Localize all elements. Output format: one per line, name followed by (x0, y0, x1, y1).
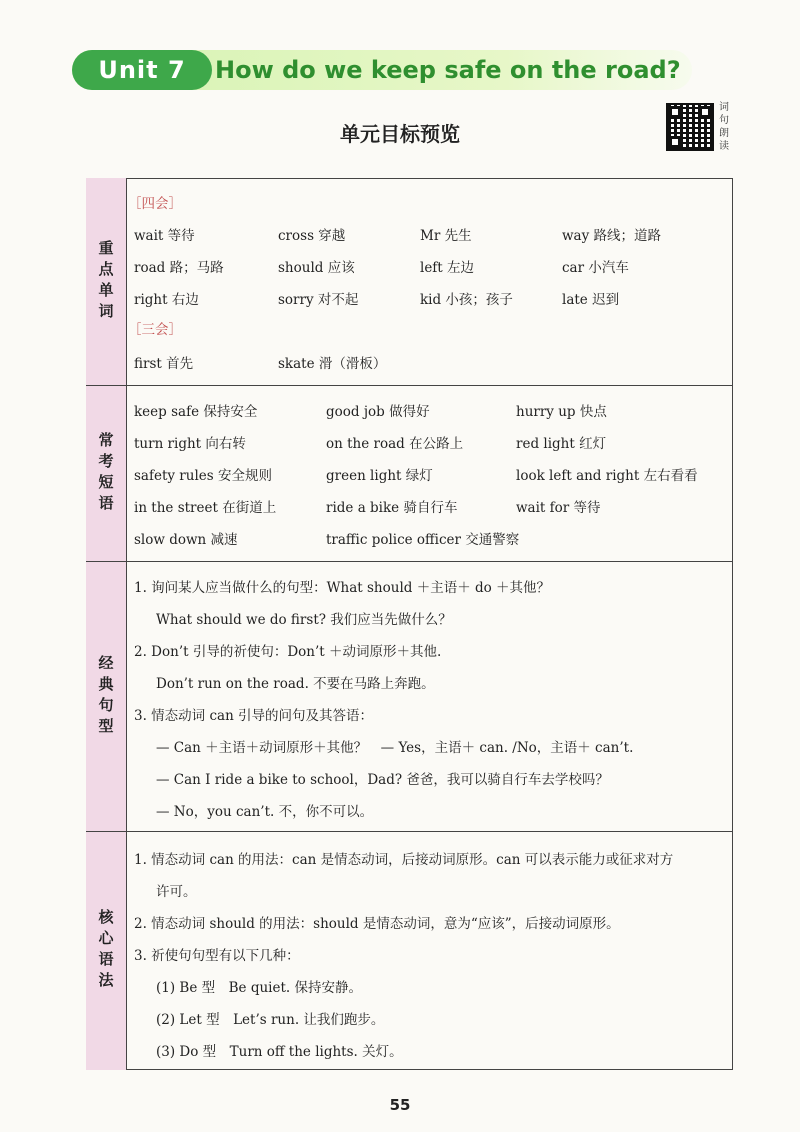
sentence-line: — Can I ride a bike to school，Dad? 爸爸，我可以骑自行车去学校吗？ (156, 772, 609, 788)
vocab-word: way 路线；道路 (562, 228, 662, 244)
vocab-word: sorry 对不起 (278, 292, 359, 308)
phrase: keep safe 保持安全 (134, 404, 258, 420)
phrases-label: 常考短语 (96, 431, 115, 516)
grammar-line: 2. 情态动词 should 的用法：should 是情态动词，意为“应该”，后接动词原形。 (134, 916, 620, 932)
grammar-line: 许可。 (156, 884, 197, 900)
phrase: in the street 在街道上 (134, 500, 277, 516)
sentence-line: — No，you can’t. 不，你不可以。 (156, 804, 374, 820)
phrase: wait for 等待 (516, 500, 601, 516)
vocab-word: right 右边 (134, 292, 199, 308)
vocab-word: wait 等待 (134, 228, 195, 244)
sentences-label: 经典句型 (96, 654, 115, 739)
vocab-word: road 路；马路 (134, 260, 224, 276)
sentence-line: Don’t run on the road. 不要在马路上奔跑。 (156, 676, 435, 692)
unit-label: Unit 7 (72, 50, 212, 90)
sentence-line: 3. 情态动词 can 引导的问句及其答语： (134, 708, 374, 724)
vocab-word: late 迟到 (562, 292, 620, 308)
unit-title: How do we keep safe on the road? (215, 56, 681, 84)
grammar-line: (1) Be 型 Be quiet. 保持安静。 (156, 980, 362, 996)
qr-code-icon[interactable] (666, 103, 714, 151)
tag-four: ［四会］ (128, 196, 182, 212)
page-number: 55 (389, 1096, 411, 1114)
section-title: 单元目标预览 (340, 122, 460, 146)
tag-three: ［三会］ (128, 322, 182, 338)
phrase: hurry up 快点 (516, 404, 607, 420)
vocab-section (86, 178, 733, 386)
vocab-word: left 左边 (420, 260, 475, 276)
phrase: safety rules 安全规则 (134, 468, 272, 484)
grammar-label-cell (86, 832, 127, 1070)
sentence-line: 2. Don’t 引导的祈使句：Don’t ＋动词原形＋其他. (134, 644, 442, 660)
vocab-word: should 应该 (278, 260, 355, 276)
grammar-line: (2) Let 型 Let’s run. 让我们跑步。 (156, 1012, 385, 1028)
vocab-word: skate 滑（滑板） (278, 356, 387, 372)
sentences-label-cell (86, 562, 127, 831)
vocab-word: first 首先 (134, 356, 194, 372)
phrase: red light 红灯 (516, 436, 607, 452)
phrases-label-cell (86, 386, 127, 561)
grammar-label: 核心语法 (96, 909, 115, 993)
vocab-label: 重点单词 (96, 239, 115, 324)
sentences-section (86, 562, 733, 832)
vocab-word: car 小汽车 (562, 260, 629, 276)
vocab-word: cross 穿越 (278, 228, 346, 244)
phrase: green light 绿灯 (326, 468, 433, 484)
vocab-word: kid 小孩；孩子 (420, 292, 513, 308)
grammar-section (86, 832, 733, 1070)
grammar-line: (3) Do 型 Turn off the lights. 关灯。 (156, 1044, 403, 1060)
grammar-line: 3. 祈使句句型有以下几种： (134, 948, 300, 964)
phrase: turn right 向右转 (134, 436, 246, 452)
qr-label: 词 句 朗 读 (719, 102, 729, 152)
vocab-word: Mr 先生 (420, 228, 472, 244)
sentence-line: What should we do first? 我们应当先做什么？ (156, 612, 452, 628)
grammar-line: 1. 情态动词 can 的用法：can 是情态动词，后接动词原形。can 可以表示能力或征求对方 (134, 852, 674, 868)
sentence-line: 1. 询问某人应当做什么的句型：What should ＋主语＋ do ＋其他？ (134, 580, 551, 596)
phrase: look left and right 左右看看 (516, 468, 698, 484)
vocab-label-cell (86, 178, 127, 385)
phrase: ride a bike 骑自行车 (326, 500, 458, 516)
sentence-line: — Can ＋主语＋动词原形＋其他？ — Yes，主语＋ can. /No，主语＋ can’t. (156, 740, 634, 756)
phrase: traffic police officer 交通警察 (326, 532, 520, 548)
phrase: on the road 在公路上 (326, 436, 464, 452)
phrase: good job 做得好 (326, 404, 430, 420)
phrases-section (86, 386, 733, 562)
phrase: slow down 减速 (134, 532, 238, 548)
